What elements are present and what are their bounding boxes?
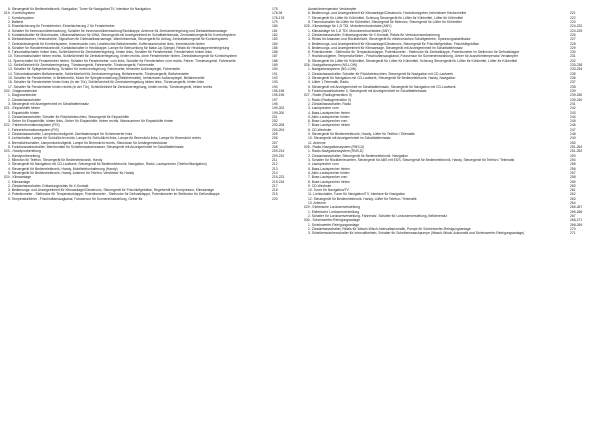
toc-entry-text: 2. Zündanlassschalter, Entlastungsrelais für X-Kontakt	[8, 183, 89, 188]
toc-entry-text: 12. Schließeinheit für Zentralverriegelung, Türsteuergerät, Fahrerseite, Türsteuergerät, Fahrerseite	[8, 63, 155, 68]
toc-page-number: 260	[570, 183, 576, 188]
toc-page-number: 192	[272, 76, 278, 80]
toc-page-number: 220	[272, 196, 278, 201]
toc-entry-text: 023 - Handyvorbereitung	[4, 149, 41, 154]
toc-entry-text: 10. Türkontaktschalter hinten rechts, Schließeinheit für Zentralverriegelung, hinten rechts, ohne Fensterheber hinten, Zentralsteuergerät für Komfortsystem	[8, 54, 237, 59]
toc-entry-text: 4. Bass-Lautsprecher hinten	[308, 110, 350, 115]
toc-entry-text: 024 - Klimaanlage	[4, 175, 31, 180]
toc-page-number: 199-202	[272, 106, 285, 111]
toc-page-number: 226	[570, 32, 576, 37]
toc-entry-text: 5. Bass-Lautsprecher hinten	[308, 166, 350, 171]
toc-entry-text: 4. Bremslichtschalter, Lampenkontrollgerät, Lampe für Bremslicht rechts, Steckdose für Anhängersteckdose	[8, 140, 168, 145]
toc-page-number: 180	[272, 24, 278, 29]
toc-page-number: 176-94	[272, 11, 283, 16]
toc-entry-text: 1. Radio-Navigationssystem (RNS-D)	[308, 149, 364, 154]
toc-entry-text: 6. Steuergerät für Bedienelektronik, Navigation, Tuner für Navigation/TV, Interface für Navigation	[8, 7, 151, 11]
toc-page-number: 243	[570, 110, 576, 115]
toc-entry-text: 11. Lichtschalter, Tuner für Navigation/TV, Interface für Navigation	[308, 192, 406, 197]
toc-page-number: 239	[570, 88, 576, 93]
toc-page-number: 261	[570, 188, 576, 193]
toc-entry-text: 12. Steuergerät für Bedienelektronik, Handy, Lüfter für Telefon / Telematik	[308, 196, 417, 201]
toc-entry-text: 10. Steuergerät mit Anzeigeeinheit im Schalttafeleinsatz	[308, 136, 391, 141]
toc-entry-text: 3. Lichtschalter, Lampe für Schlußlicht rechts, Lampe für Schlußlicht links, Lampe für Bremslicht links, Lampe für Bremslicht rechts	[8, 136, 201, 141]
toc-entry-text: 7. Zentralsteuergerät für Komfortsystem, Innenleuchte vorn, Leseleuchte Beifahrerseite, Kofferraumleuchte links, Innenleuchte hinten	[8, 41, 205, 46]
toc-page-number: 246	[570, 123, 576, 128]
toc-entry-text: 9. Steuergerät für Bedienelektronik, Handy, Lüfter für Telefon / Telematik	[308, 132, 415, 137]
toc-entry-text: 1. Klimaanlage für 1,2l TDI, Motorkennbuchstabe (ANY)	[308, 28, 391, 33]
toc-page-number: 264	[570, 201, 576, 206]
toc-page-number: 199-200	[272, 110, 285, 115]
toc-entry-text: 021 - Einparkhilfe hinten	[4, 106, 41, 111]
toc-page-number: 271	[570, 231, 576, 236]
toc-page-number: 207	[272, 140, 278, 145]
toc-entry-text: 6. Potentiometer - Stellmotor für Temperaturklappe, Potentiometer - Stellmotor für Zentralklappe, Potentiometer im Stellmotor für Defrostklappe	[308, 50, 520, 55]
toc-page-number: 191	[272, 71, 278, 76]
toc-entry-text: 5. Temperaturfühler - Frischluftansaugkanal, Fotosensor für Sonneneinstrahlung, Geber für	[8, 196, 143, 201]
toc-entry-text: 2. Zündanlassschalter, Schalter für Rückfahrleuchten, Steuergerät für Navigation mit CD-Laufwerk	[308, 71, 454, 76]
toc-entry-text: 8. Steuergerät für Lüfter für Kühlmittel, Steuergerät für Lüfter für Kühlmittel, Schirung Steuergerät für Lüfter für Kühlmittel, Lüfter für Kühlmittel	[308, 58, 518, 63]
toc-page-number: 176-178	[272, 15, 285, 20]
toc-page-number: 203-208	[272, 123, 285, 128]
toc-page-number: 222	[570, 15, 576, 20]
toc-entry-text: 1. Diagnosestecker	[8, 93, 37, 98]
toc-page-number: 209-214	[272, 149, 285, 154]
toc-page-number: 238	[570, 84, 576, 89]
toc-entry-text: 8. CD-Wechsler	[308, 127, 332, 132]
toc-entry-text: 2. Zündanlassschalter, Entlastungsrelais für X-Kontakt, Relais für Verbrauchsreduzierung	[308, 32, 440, 37]
toc-page-number: 236	[570, 76, 576, 80]
toc-entry-text: 029 - Elektrische Lordosenverstellung	[304, 205, 360, 210]
toc-entry-text: 6. Aktiv-Lautsprecher hinten	[308, 170, 350, 175]
toc-page-number: 232	[570, 58, 576, 63]
toc-entry-text: 020 - Diagnosestecker	[4, 88, 38, 93]
toc-page-number: 256	[570, 166, 576, 171]
toc-page-number: 208	[272, 145, 278, 149]
toc-page-number: 184	[272, 41, 278, 46]
toc-entry-text: Ausströmtemperatur Verdampfer	[308, 7, 357, 11]
toc-entry-text: 4. Potentiometer - Stellmotor für Temperaturklappe, Potentiometer - Stellmotor für Defrostklappe, Potentiometer im Stellmotor für Defrostklappe	[8, 192, 220, 197]
toc-page-number: 254	[570, 157, 576, 162]
toc-page-number: 251-252	[570, 149, 583, 154]
toc-entry-text: 3. Lautsprecher vorn	[308, 106, 339, 111]
toc-page-number: 182	[272, 32, 278, 37]
toc-entry-text: 5. Steuergerät für Bedienelektronik, Handy, Antenne für Telefon, Verstärker für Handy	[8, 170, 135, 175]
toc-entry-text: 6. Bose-Lautsprecher vorn	[308, 119, 348, 124]
toc-page-number: 253	[570, 153, 576, 158]
toc-page-number: 242	[570, 106, 576, 111]
toc-entry-text: 2. Zündanlassschalter, Radio	[308, 101, 352, 106]
toc-entry-text: 17. Schalter für Fensterheber hinten rechts (in der Tür), Schließeinheit für Zentralverriegelung, hinten rechts, Türsteuergerät, hinten rechts	[8, 84, 213, 89]
toc-page-number: 212	[272, 162, 278, 167]
toc-entry-text: 3. Steuergerät für Navigation mit CD-Laufwerk, Steuergerät für Bedienelektronik, Navigation, Radio, Lautsprecher (Telefon/Navigation)	[8, 162, 207, 167]
toc-entry-text: 11. Sperrschalter für Fensterheber hinten, Schalter für Fensterheber, vorn links, Schalter für Fensterheber vorn rechts, Fahrer, Türsteuergerät, Fahrerseite	[8, 58, 236, 63]
toc-entry-text: 7. Bose-Lautsprecher hinten	[308, 123, 351, 128]
toc-entry-text: 1. Klimaanlage	[8, 179, 31, 184]
toc-entry-text: 3. Steuergerät mit Anzeigeeinheit im Schalttafeleinsatz	[8, 101, 89, 106]
toc-page-number: 201	[272, 114, 278, 119]
toc-page-number: 248	[570, 132, 576, 137]
toc-page-number: 265-266	[570, 209, 583, 214]
toc-entry-text: 1. Scheinwerfer-Reinigungsanlage	[308, 222, 360, 227]
toc-page-number: 267	[570, 214, 576, 218]
toc-entry-text: 7. Steuergerät für Lüfter für Kühlmittel, Schirung Steuergerät für Lüfter für Kühlmittel, Lüfter für Kühlmittel	[308, 15, 464, 20]
toc-entry-text: 5. Funktionswahlschalter, Warnkontakt für Scheibenwaschwasser, Steuergerät mit Anzeigeeinheit im Schalttafeleinsatz	[8, 145, 184, 149]
toc-page-number: 175	[272, 7, 278, 11]
toc-entry-text: 11. Antenne	[308, 140, 326, 145]
toc-entry-text: 3. Scheibenwischerschalter für Intervallbetrieb, Schalter für Scheibenwaschpumpe (Wasch-Wisch-Automatik und Scheinwerfer-Reinigungsanlage)	[308, 231, 525, 236]
toc-page-number: 183	[272, 37, 278, 42]
toc-page-number: 268-269	[570, 222, 583, 227]
toc-entry-text: 3. Geber für Einparkhilfe, hinten links, Geber für Einparkhilfe, hinten rechts, Warnsummer für Einparkhilfe hinten	[8, 119, 174, 124]
toc-page-number: 218	[272, 188, 278, 193]
toc-page-number: 215-216	[272, 179, 285, 184]
toc-entry-text: 2. Schalter für Lordosenverstellung, Fahrersitz, Schalter für Lordosenverstellung, Beifahrersitz	[308, 214, 448, 218]
toc-entry-text: 1. Fahrerinformationssystem (FIS)	[8, 127, 59, 132]
toc-page-number: 193	[272, 80, 278, 85]
toc-page-number: 203-204	[272, 127, 285, 132]
toc-page-number: 202	[272, 119, 278, 124]
toc-entry-text: 7. Hochdruckgeber, Temperaturfühler - Frischluftansaugkanal, Fotosensor für Sonneneinstrahlung, Geber für Ausströmtemperatur Verdampfer	[308, 54, 518, 59]
toc-entry-text: 3. Bedienungs- und Anzeigeeinheit für Klimaanlage/Climatronic, Steuergerät für Frischluftgebläse, Regelventil für Kompressor, Klimaanlage	[8, 188, 215, 193]
toc-entry-text: 6. Diebstahlwarner, Heckscheibe, Signalhorn für Diebstahlwarnanlage, Warnblinkrelais, Steuergerät für Airbag, Zentralsteuergerät für Komfortsystem	[8, 37, 228, 42]
toc-entry-text: 4. Lautsprecher vorn	[308, 162, 339, 167]
toc-entry-text: 6. Bedienungs- und Anzeigeeinheit für Klimaanlage/Climatronic, Hochdruckgeber, beheizbare Heckscheibe	[308, 11, 467, 16]
toc-page-number: 270	[570, 226, 576, 231]
toc-page-number: 224-225	[570, 28, 583, 33]
toc-entry-text: 2. Zündanlassschalter, Lampenkontrollgerät, Zweifadenlampe für Scheinwerfer links	[8, 132, 133, 137]
toc-entry-text: 2. Mikrofon für Telefon, Steuergerät für Bedienelektronik, Handy	[8, 157, 103, 162]
toc-entry-text: 026 - Navigationssystem (NS-LOW)	[304, 63, 358, 68]
toc-right-column	[304, 7, 596, 236]
toc-entry-text: 5. Kontaktschalter für Motorhaube, Ultraschallsensor für DWA, Steuergerät mit Anzeigeeinheit im Schalttafeleinsatz, Zentralsteuergerät für Komfortsystem	[8, 32, 236, 37]
toc-entry-text: 5. Bedienungs- und Anzeigeeinheit für Klimaanlage, Steuergerät mit Anzeigeeinheit im Schalttafeleinsatz	[308, 45, 463, 50]
toc-entry-text: 4. Lüfter 1 Telematik, Radio	[308, 80, 349, 85]
toc-page-number: 205	[272, 132, 278, 137]
toc-page-number: 231	[570, 54, 576, 59]
toc-page-number: 233-238	[570, 63, 583, 68]
toc-page-number: 227	[570, 37, 576, 42]
toc-page-number: 188	[272, 58, 278, 63]
toc-entry-text: 1. Komfortsystem	[8, 15, 35, 20]
toc-page-number: 187	[272, 54, 278, 59]
toc-page-number: 213	[272, 166, 278, 171]
toc-entry-text: 8. Schalter für Handbremskontrolle, Kontaktschalter in Heckklappe, Lampe für Beleuchtung für Make-Up-Spiegel, Relais für Heckklappenentriegelung	[8, 45, 230, 50]
toc-entry-text: 8. Thermoschalter für Lüfter für Kühlmittel, Steuergerät für Motronic, Steuergerät für Lüfter für Kühlmittel	[308, 19, 462, 24]
toc-page-number: 249	[570, 136, 576, 141]
toc-page-number: 245	[570, 119, 576, 124]
toc-entry-text: 3. Steuergerät für Navigation mit CD-Laufwerk, Steuergerät für Bedienelektronik, Handy, Navigation	[308, 76, 456, 80]
toc-entry-text: 3. Relais für Anlassen und Rückfahrlicht, Steuergerät für elektronisches Schaltgetriebe, Spannungsstabilisator	[308, 37, 471, 42]
toc-page-number: 194	[272, 84, 278, 89]
toc-entry-text: 028 - Radio-Navigationssystem (RNS-D)	[304, 145, 365, 149]
toc-entry-text: 030 - Scheinwerfer-Reinigungsanlage	[304, 218, 360, 223]
toc-entry-text: 2. Zündanlassschalter, Relais für Wasch-Wisch-Intervallautomatik, Pumpe für Scheinwerfer-Reinigungsanlage	[308, 226, 471, 231]
toc-page-number: 221	[570, 11, 576, 16]
toc-page-number: 186	[272, 50, 278, 55]
toc-entry-text: 5. Funktionswahlschalter II, Steuergerät mit Anzeigeeinheit im Schalttafeleinsatz	[308, 88, 427, 93]
toc-entry-text: 4. Bedienungs- und Anzeigeeinheit für Klimaanlage/Climatronic, Steuergerät für Frischluftgebläse, Frischluftgebläse	[308, 41, 479, 46]
toc-page-number: 251-264	[570, 145, 583, 149]
toc-page-number: 206	[272, 136, 278, 141]
toc-page-number: 181	[272, 28, 278, 33]
toc-page-number: 259	[570, 179, 576, 184]
toc-page-number: 237	[570, 80, 576, 85]
toc-page-number: 265-267	[570, 205, 583, 210]
toc-page-number: 229	[570, 45, 576, 50]
toc-page-number: 215-223	[272, 175, 285, 180]
toc-entry-text: 025 - Klimaanlage für 1,2l TDI, Motorkennbuchstabe (ANY)	[304, 24, 392, 29]
toc-page-number: 190	[272, 67, 278, 72]
toc-left-column	[4, 7, 298, 201]
toc-page-number: 198	[272, 101, 278, 106]
toc-entry-text: 2. Zündanlassschalter, Schalter für Rückfahrleuchten, Steuergerät für Einparkhilfe	[8, 114, 129, 119]
toc-page-number: 209-210	[272, 153, 285, 158]
toc-page-number: 233-234	[570, 67, 583, 72]
toc-entry-text: 14. Türkontaktschalter-Beifahrerseite, Schließeinheit für Zentralverriegelung, Beifahrerseite, Türsteuergerät, Beifahrerseite	[8, 71, 189, 76]
toc-page-number: 250	[570, 140, 576, 145]
toc-page-number: 255	[570, 162, 576, 167]
toc-page-number: 189	[272, 63, 278, 68]
toc-entry-text: 10. Tuner für Navigation/TV	[308, 188, 349, 193]
toc-page-number: 247	[570, 127, 576, 132]
toc-page-number: 195-198	[272, 88, 285, 93]
toc-entry-text: 3. Einzelsicherung für Fensterheber, Einzelsicherung 2 für Fensterheber	[8, 24, 115, 29]
toc-page-number: 185	[272, 45, 278, 50]
toc-page-number: 268-271	[570, 218, 583, 223]
toc-entry-text: 13. Schalter für Spiegelverstellung, Schalter für Innenverriegelung, Fahrerseite, beheizter Außenspiegel, Fahrerseite	[8, 67, 180, 72]
toc-entry-text: 1. Elektrische Lordosenverstellung	[308, 209, 360, 214]
toc-entry-text: 15. Schalter für Fensterheber, in Beifahrertür, Motor für Spiegelverstellung (Beifahrerseite), beheizbarer Außenspiegel, Beifahrerseite	[8, 76, 205, 80]
toc-page-number: 257	[570, 170, 576, 175]
toc-page-number: 239-250	[570, 93, 583, 98]
toc-page-number: 258	[570, 175, 576, 180]
toc-entry-text: 4. Steuergerät für Bedienelektronik, Handy, Mobiltelefonhalterung (Handy)	[8, 166, 118, 171]
toc-page-number: 228	[570, 41, 576, 46]
toc-entry-text: 13. Antenne	[308, 201, 326, 206]
toc-entry-text: 1. Handyvorbereitung	[8, 153, 40, 158]
toc-entry-text: 1. Navigationssystem (NS-LOW)	[308, 67, 357, 72]
toc-entry-text: 9. Türkontaktschalter hinten links, Schließeinheit für Zentralverriegelung, hinten links, Schalter für Fensterheber, Fensterheber hinten links	[8, 50, 212, 55]
toc-entry-text: 9. CD-Wechsler	[308, 183, 332, 188]
toc-page-number: 197	[272, 97, 278, 102]
toc-entry-text: 5. Steuergerät mit Anzeigeeinheit im Schalttafeleinsatz, Steuergerät für Navigation mit CD-Laufwerk	[308, 84, 456, 89]
toc-entry-text: 3. Schalter für Rückfahrleuchten, Steuergerät für ABS mit EDS, Steuergerät für Bedienelektronik, Handy, Steuergerät für Telefon / Telematik	[308, 157, 515, 162]
toc-entry-text: 4. Schalter für Innenraumüberwachung, Schalter für Innenraumüberwachung/Tankklappe, Antenne für Zentralverriegelung und Diebstahlwarnanlage	[8, 28, 227, 33]
toc-page-number: 262	[570, 192, 576, 197]
toc-page-number: 211	[272, 157, 278, 162]
toc-entry-text: 16. Schalter für Fensterheber hinten links (in der Tür), Schließeinheit für Zentralverriegelung hinten links, Türsteuergerät, hinten links	[8, 80, 204, 85]
toc-entry-text: 8. Bose-Lautsprecher hinten	[308, 179, 351, 184]
toc-entry-text: 7. Bose-Lautsprecher vorn	[308, 175, 348, 180]
toc-entry-text: 2. Zündanlassschalter	[8, 97, 41, 102]
toc-page-number: 239-240	[570, 97, 583, 102]
toc-page-number: 217	[272, 183, 278, 188]
toc-entry-row	[304, 231, 596, 235]
toc-page-number: 214	[272, 170, 278, 175]
toc-page-number: 241	[570, 101, 576, 106]
toc-entry-text: 1. Einparkhilfe hinten	[8, 110, 40, 115]
toc-entry-row	[4, 197, 298, 201]
toc-page-number: 235	[570, 71, 576, 76]
toc-page-number: 244	[570, 114, 576, 119]
toc-page-number: 224-232	[570, 24, 583, 29]
toc-page-number: 230	[570, 50, 576, 55]
toc-entry-text: 022 - Fahrerinformationssystem (FIS)	[4, 123, 60, 128]
toc-page-number: 195-196	[272, 93, 285, 98]
toc-page-number: 219	[272, 192, 278, 197]
toc-entry-text: 5. Aktiv-Lautsprecher hinten	[308, 114, 350, 119]
toc-entry-text: 027 - Radio (Radiogeneration II)	[304, 93, 352, 98]
toc-page-number: 263	[570, 196, 576, 201]
toc-entry-text: 019 - Komfortsystem	[4, 11, 35, 16]
toc-entry-text: 2. Batterie	[8, 19, 24, 24]
toc-page-number: 179	[272, 19, 278, 24]
toc-page-number: 223	[570, 19, 576, 24]
toc-entry-text: 1. Radio (Radiogeneration II)	[308, 97, 351, 102]
toc-entry-text: 2. Zündanlassschalter, Steuergerät für Bedienelektronik, Navigation	[308, 153, 408, 158]
